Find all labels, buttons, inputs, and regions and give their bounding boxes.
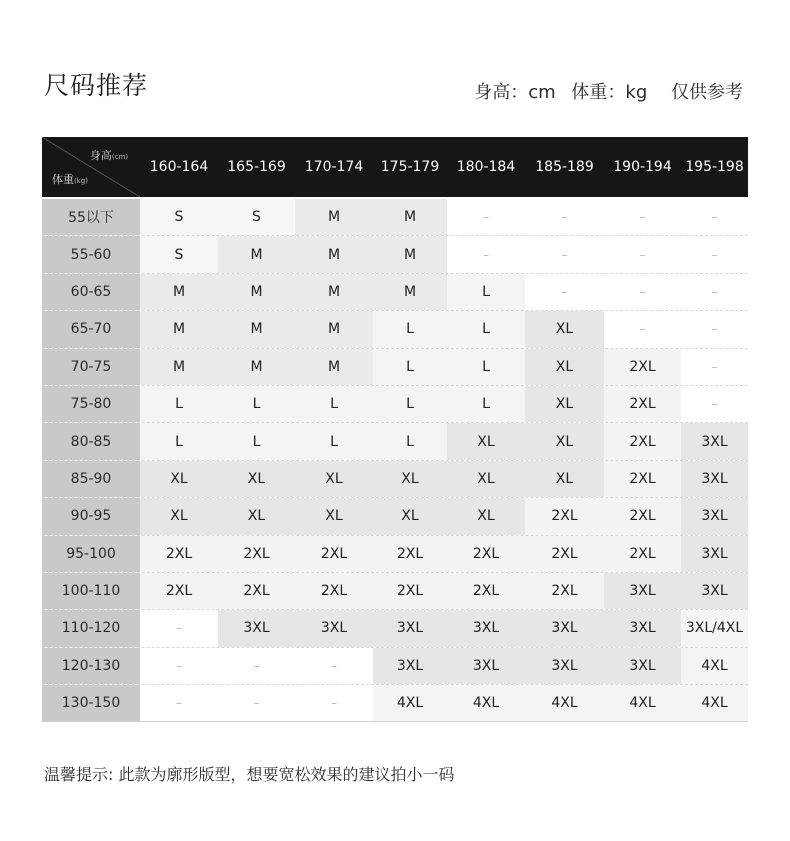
size-cell: 3XL	[525, 610, 604, 646]
size-cell: 2XL	[373, 573, 447, 609]
size-cell: L	[447, 386, 525, 422]
size-cell: XL	[447, 498, 525, 534]
size-cell: 2XL	[604, 498, 681, 534]
size-cell: 2XL	[373, 536, 447, 572]
size-cell: –	[604, 236, 681, 272]
size-cell: L	[218, 386, 295, 422]
column-header: 165-169	[227, 159, 286, 175]
table-header	[42, 137, 748, 197]
size-cell: 4XL	[373, 685, 447, 721]
size-cell: 3XL	[447, 610, 525, 646]
table-row	[42, 461, 748, 498]
weight-range-label: 130-150	[42, 685, 140, 721]
corner-weight-label: 体重(kg)	[52, 173, 88, 186]
size-cell: –	[604, 311, 681, 347]
size-cell: 3XL	[681, 498, 748, 534]
size-cell: 2XL	[218, 536, 295, 572]
size-cell: 3XL	[604, 610, 681, 646]
size-cell: 3XL	[295, 610, 373, 646]
size-cell: –	[681, 311, 748, 347]
size-cell: S	[218, 199, 295, 235]
size-cell: XL	[295, 498, 373, 534]
size-cell: –	[681, 199, 748, 235]
table-row	[42, 349, 748, 386]
size-cell: –	[681, 349, 748, 385]
size-cell: 4XL	[681, 648, 748, 684]
size-cell: XL	[525, 349, 604, 385]
corner-height-label: 身高(cm)	[89, 149, 128, 162]
size-tip: 温馨提示: 此款为廓形版型，想要宽松效果的建议拍小一码	[44, 765, 455, 784]
size-cell: XL	[140, 498, 218, 534]
column-header: 170-174	[304, 159, 364, 175]
size-cell: XL	[295, 461, 373, 497]
size-cell: M	[373, 274, 447, 310]
size-cell: –	[525, 199, 604, 235]
weight-range-label: 80-85	[42, 423, 140, 459]
size-cell: XL	[525, 461, 604, 497]
size-cell: 3XL	[447, 648, 525, 684]
weight-range-label: 100-110	[42, 573, 140, 609]
size-cell: XL	[218, 498, 295, 534]
size-cell: M	[295, 236, 373, 272]
size-cell: 4XL	[604, 685, 681, 721]
size-cell: –	[140, 610, 218, 646]
size-cell: M	[140, 349, 218, 385]
column-header: 160-164	[149, 159, 209, 175]
units-info	[474, 78, 743, 104]
size-cell: 3XL	[681, 536, 748, 572]
size-cell: 2XL	[604, 423, 681, 459]
weight-range-label: 90-95	[42, 498, 140, 534]
size-cell: XL	[525, 386, 604, 422]
size-cell: 2XL	[525, 573, 604, 609]
size-cell: L	[447, 349, 525, 385]
table-row	[42, 536, 748, 573]
size-cell: L	[295, 386, 373, 422]
column-header: 175-179	[380, 159, 440, 175]
size-cell: M	[373, 236, 447, 272]
size-cell: –	[295, 685, 373, 721]
size-cell: 2XL	[604, 461, 681, 497]
table-body	[42, 199, 748, 722]
size-cell: 3XL	[525, 648, 604, 684]
size-cell: 3XL	[604, 573, 681, 609]
size-cell: XL	[525, 423, 604, 459]
size-cell: –	[681, 236, 748, 272]
table-row	[42, 573, 748, 610]
size-cell: 2XL	[447, 536, 525, 572]
size-cell: –	[218, 648, 295, 684]
weight-range-label: 55-60	[42, 236, 140, 272]
size-cell: –	[525, 236, 604, 272]
size-cell: M	[295, 274, 373, 310]
table-row	[42, 386, 748, 423]
size-cell: –	[140, 648, 218, 684]
weight-range-label: 70-75	[42, 349, 140, 385]
size-cell: 2XL	[295, 573, 373, 609]
size-cell: L	[447, 274, 525, 310]
weight-range-label: 65-70	[42, 311, 140, 347]
size-cell: L	[373, 349, 447, 385]
table-row	[42, 199, 748, 236]
size-cell: M	[140, 311, 218, 347]
size-cell: M	[295, 349, 373, 385]
size-cell: XL	[447, 423, 525, 459]
size-cell: S	[140, 199, 218, 235]
size-cell: 3XL	[373, 648, 447, 684]
table-row	[42, 610, 748, 647]
size-cell: L	[218, 423, 295, 459]
size-cell: 2XL	[447, 573, 525, 609]
size-cell: L	[140, 386, 218, 422]
size-cell: 2XL	[604, 536, 681, 572]
size-cell: M	[218, 311, 295, 347]
table-row	[42, 423, 748, 460]
table-corner	[42, 137, 140, 197]
size-cell: 4XL	[447, 685, 525, 721]
reference-note: 仅供参考	[671, 82, 743, 103]
size-cell: L	[447, 311, 525, 347]
table-row	[42, 236, 748, 273]
weight-range-label: 110-120	[42, 610, 140, 646]
weight-range-label: 75-80	[42, 386, 140, 422]
size-cell: 4XL	[525, 685, 604, 721]
page-title: 尺码推荐	[44, 71, 149, 100]
size-cell: M	[140, 274, 218, 310]
size-cell: XL	[373, 498, 447, 534]
size-cell: L	[295, 423, 373, 459]
table-row	[42, 311, 748, 348]
size-cell: 2XL	[218, 573, 295, 609]
size-cell: XL	[218, 461, 295, 497]
size-cell: M	[218, 236, 295, 272]
weight-range-label: 95-100	[42, 536, 140, 572]
table-row	[42, 498, 748, 535]
weight-range-label: 120-130	[42, 648, 140, 684]
size-cell: S	[140, 236, 218, 272]
size-cell: XL	[140, 461, 218, 497]
size-cell: –	[681, 386, 748, 422]
size-cell: 3XL	[681, 573, 748, 609]
size-cell: 3XL	[373, 610, 447, 646]
size-cell: –	[140, 685, 218, 721]
height-unit: 身高：cm	[474, 82, 556, 103]
size-cell: 2XL	[604, 349, 681, 385]
column-header: 195-198	[685, 159, 744, 175]
size-cell: L	[373, 423, 447, 459]
size-cell: M	[218, 274, 295, 310]
size-cell: –	[218, 685, 295, 721]
size-cell: 3XL	[681, 461, 748, 497]
size-cell: 2XL	[140, 536, 218, 572]
size-cell: –	[447, 236, 525, 272]
column-header: 190-194	[613, 159, 672, 175]
size-cell: M	[218, 349, 295, 385]
size-cell: 2XL	[604, 386, 681, 422]
size-cell: L	[373, 311, 447, 347]
size-cell: 3XL	[604, 648, 681, 684]
weight-range-label: 85-90	[42, 461, 140, 497]
weight-range-label: 55以下	[42, 199, 140, 235]
column-header: 185-189	[535, 159, 594, 175]
size-cell: 3XL/4XL	[681, 610, 748, 646]
size-cell: L	[140, 423, 218, 459]
corner-diagonal	[42, 137, 140, 197]
size-cell: –	[604, 199, 681, 235]
table-row	[42, 685, 748, 722]
size-cell: –	[447, 199, 525, 235]
size-cell: 3XL	[218, 610, 295, 646]
size-cell: XL	[447, 461, 525, 497]
size-cell: 2XL	[295, 536, 373, 572]
size-cell: 2XL	[525, 498, 604, 534]
table-row	[42, 274, 748, 311]
size-cell: L	[373, 386, 447, 422]
size-cell: M	[295, 199, 373, 235]
size-cell: –	[525, 274, 604, 310]
weight-unit: 体重：kg	[571, 82, 648, 103]
size-cell: XL	[373, 461, 447, 497]
size-cell: 4XL	[681, 685, 748, 721]
table-row	[42, 648, 748, 685]
size-cell: XL	[525, 311, 604, 347]
size-cell: M	[373, 199, 447, 235]
size-cell: 2XL	[525, 536, 604, 572]
size-cell: M	[295, 311, 373, 347]
column-header: 180-184	[456, 159, 516, 175]
size-chart-table	[42, 137, 748, 722]
weight-range-label: 60-65	[42, 274, 140, 310]
size-cell: –	[681, 274, 748, 310]
size-cell: –	[604, 274, 681, 310]
size-cell: 3XL	[681, 423, 748, 459]
size-cell: –	[295, 648, 373, 684]
size-cell: 2XL	[140, 573, 218, 609]
